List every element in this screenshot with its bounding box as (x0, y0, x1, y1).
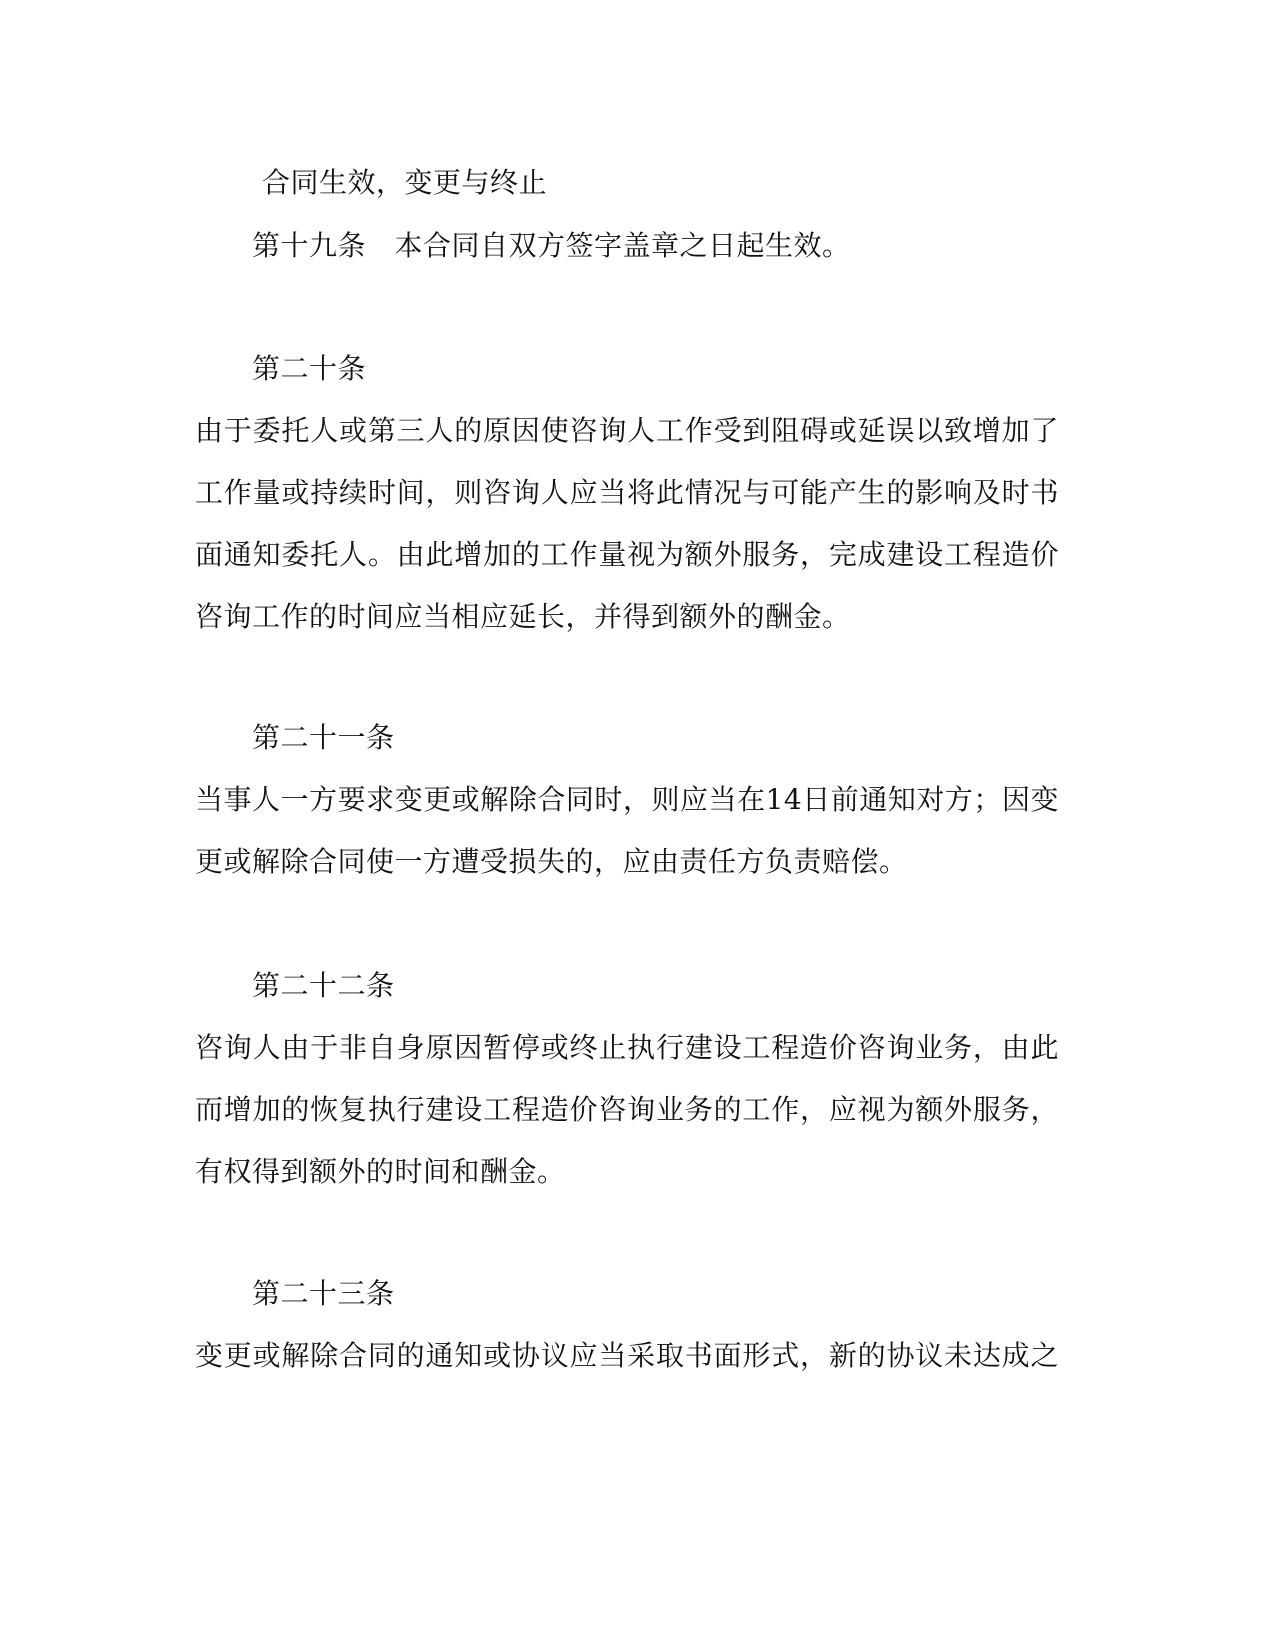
article-21-title: 第二十一条 (252, 721, 395, 754)
article-20-line: 由于委托人或第三人的原因使咨询人工作受到阻碍或延误以致增加了 (195, 414, 1059, 447)
article-22-line: 而增加的恢复执行建设工程造价咨询业务的工作，应视为额外服务， (195, 1093, 1059, 1126)
article-22-line: 咨询人由于非自身原因暂停或终止执行建设工程造价咨询业务，由此 (195, 1031, 1059, 1064)
article-21-line: 更或解除合同使一方遭受损失的，应由责任方负责赔偿。 (195, 845, 908, 878)
article-20-title: 第二十条 (252, 352, 367, 385)
article-23-line: 变更或解除合同的通知或协议应当采取书面形式，新的协议未达成之 (195, 1339, 1059, 1372)
article-19-text: 第十九条 本合同自双方签字盖章之日起生效。 (252, 229, 851, 262)
article-21-line: 当事人一方要求变更或解除合同时，则应当在14日前通知对方；因变 (195, 783, 1059, 816)
article-20-line: 面通知委托人。由此增加的工作量视为额外服务，完成建设工程造价 (195, 538, 1059, 571)
article-22-line: 有权得到额外的时间和酬金。 (195, 1155, 566, 1188)
article-23-title: 第二十三条 (252, 1277, 395, 1310)
article-20-line: 工作量或持续时间，则咨询人应当将此情况与可能产生的影响及时书 (195, 476, 1059, 509)
section-heading: 合同生效，变更与终止 (262, 166, 548, 199)
article-20-line: 咨询工作的时间应当相应延长，并得到额外的酬金。 (195, 600, 851, 633)
article-22-title: 第二十二条 (252, 969, 395, 1002)
